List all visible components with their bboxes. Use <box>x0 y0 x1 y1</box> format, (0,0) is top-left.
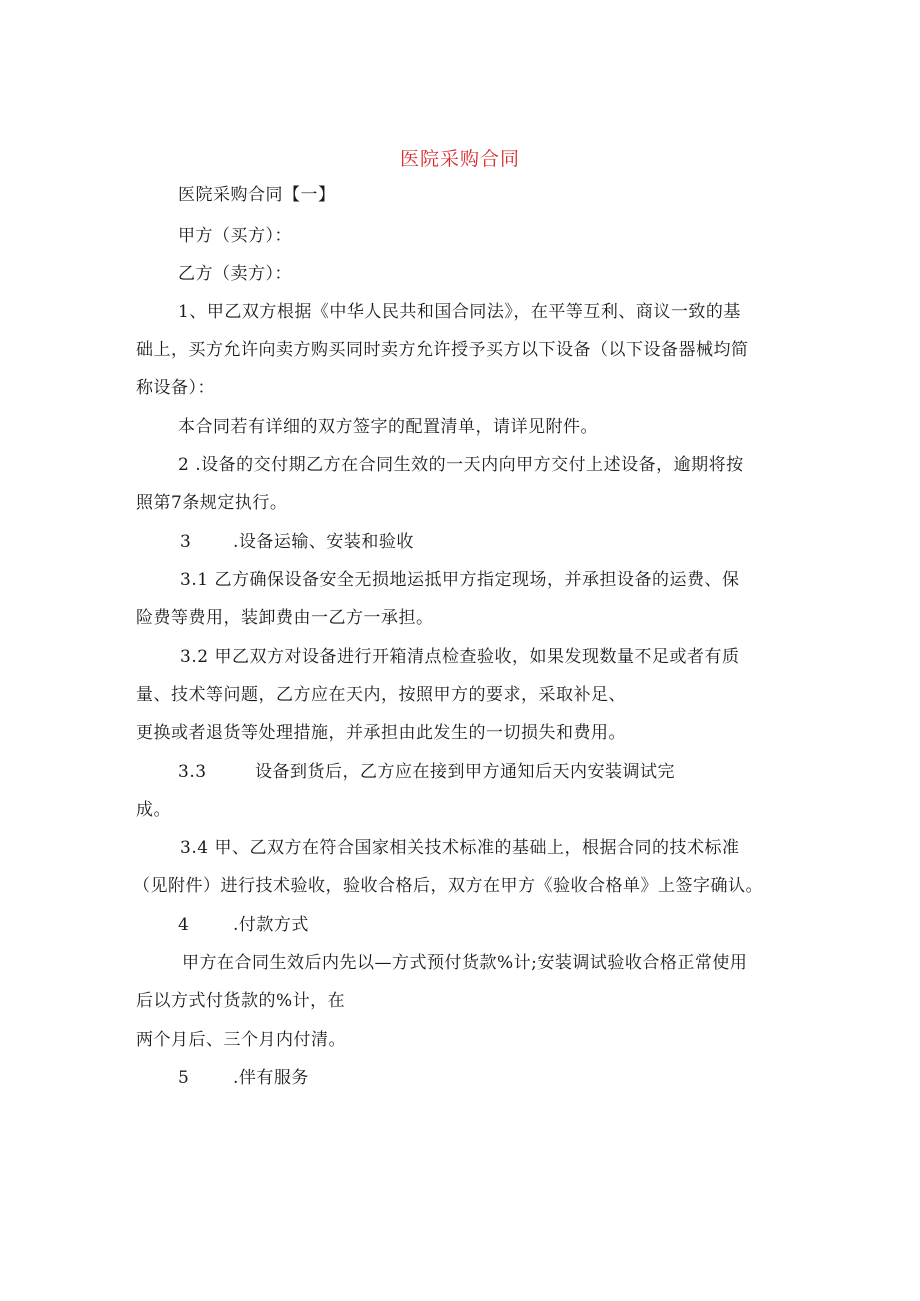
attachment-note: 本合同若有详细的双方签字的配置清单，请详见附件。 <box>178 417 598 437</box>
party-b-line: 乙方（卖方）： <box>178 264 292 284</box>
clause-3-heading: .设备运输、安装和验收 <box>233 532 414 552</box>
clause-5-number: 5 <box>178 1068 190 1088</box>
clause-1-line-3: 称设备）： <box>136 378 215 398</box>
clause-3-4-line-2: （见附件）进行技术验收，验收合格后，双方在甲方《验收合格单》上签字确认。 <box>133 876 763 896</box>
clause-3-2-line-3: 更换或者退货等处理措施，并承担由此发生的一切损失和费用。 <box>136 723 626 743</box>
clause-4-line-3: 两个月后、三个月内付清。 <box>136 1030 346 1050</box>
clause-3-3-number: 3.3 <box>178 762 207 782</box>
clause-3-3-line-1: 设备到货后，乙方应在接到甲方通知后天内安装调试完 <box>255 762 675 782</box>
clause-3-3-line-2: 成。 <box>136 800 171 820</box>
clause-3-1-line-2: 险费等费用，装卸费由一乙方一承担。 <box>136 608 434 628</box>
contract-subtitle: 医院采购合同【一】 <box>178 185 336 205</box>
clause-4-line-1: 甲方在合同生效后内先以—方式预付货款%计;安装调试验收合格正常使用 <box>182 953 748 973</box>
document-title: 医院采购合同 <box>399 148 520 170</box>
clause-3-2-line-2: 量、技术等问题，乙方应在天内，按照甲方的要求，采取补足、 <box>136 685 626 705</box>
clause-5-heading: .伴有服务 <box>233 1068 309 1088</box>
clause-3-1-line-1: 3.1 乙方确保设备安全无损地运抵甲方指定现场，并承担设备的运费、保 <box>180 570 740 590</box>
clause-3-4-line-1: 3.4 甲、乙双方在符合国家相关技术标准的基础上，根据合同的技术标准 <box>180 838 740 858</box>
clause-3-2-line-1: 3.2 甲乙双方对设备进行开箱清点检查验收，如果发现数量不足或者有质 <box>180 647 740 667</box>
clause-2-line-1: 2 .设备的交付期乙方在合同生效的一天内向甲方交付上述设备，逾期将按 <box>178 455 744 475</box>
party-a-line: 甲方（买方）： <box>178 226 292 246</box>
clause-4-number: 4 <box>178 915 190 935</box>
clause-3-number: 3 <box>180 532 192 552</box>
clause-4-line-2: 后以方式付货款的%计，在 <box>136 991 346 1011</box>
clause-4-heading: .付款方式 <box>233 915 309 935</box>
clause-1-line-2: 础上，买方允许向卖方购买同时卖方允许授予买方以下设备（以下设备器械均简 <box>136 340 749 360</box>
clause-1-line-1: 1、甲乙双方根据《中华人民共和国合同法》，在平等互利、商议一致的基 <box>178 302 741 322</box>
clause-2-line-2: 照第7条规定执行。 <box>136 493 288 513</box>
